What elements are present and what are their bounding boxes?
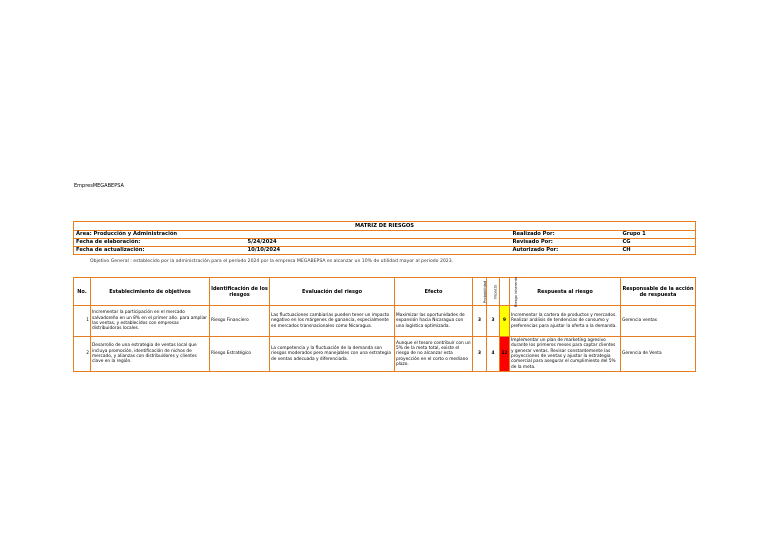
- row-evaluacion: Las fluctuaciones cambiarias pueden tener un impacto negativo en los márgenes de ganancia, especialmente en mercados transnacionales como Nicaragua.: [270, 306, 395, 337]
- row-identificacion: Riesgo Estratégico: [210, 337, 270, 372]
- col-objetivos: Establecimiento de objetivos: [91, 278, 210, 306]
- col-impacto: Impacto: [487, 278, 500, 306]
- table-row: [74, 306, 696, 337]
- autorizado-value: CH: [622, 247, 631, 253]
- row-probabilidad: 3: [473, 337, 487, 372]
- fecha-elab-value: 5/24/2024: [246, 239, 326, 247]
- area-label: Área: Producción y Administración: [74, 231, 511, 239]
- general-objective: Objetivo General : establecido por la administración para el período 2024 por la empresa MEGABEPSA es alcanzar un 10% de utilidad mayor al periodo 2023.: [90, 259, 454, 264]
- row-riesgo: 9: [500, 306, 510, 337]
- row-impacto: 4: [487, 337, 500, 372]
- col-identificacion: Identificación de los riesgos: [210, 278, 270, 306]
- row-respuesta: Implementar un plan de marketing agresivo durante los primeros meses para captar clientes y generar ventas. Revisar constantemente las proyecciones de ventas y ajustar la estrategia comercial para asegurar el cumplimiento del 5% de la meta.: [510, 337, 621, 372]
- realizado-label: Realizado Por:: [511, 231, 621, 239]
- row-probabilidad: 3: [473, 306, 487, 337]
- revisado-value: CG: [621, 239, 696, 247]
- row-objetivo: Desarrollo de una estrategia de ventas local que incluya promoción, identificación de nichos de mercado, y alianzas con distribuidores y clientes clave en la región.: [91, 337, 210, 372]
- table-header-row: [74, 278, 696, 306]
- row-no: 1: [74, 306, 91, 337]
- risk-matrix-table: [73, 277, 696, 372]
- row-impacto: 3: [487, 306, 500, 337]
- fecha-elab-label: Fecha de elaboración:: [74, 239, 246, 247]
- row-responsable: Gerencia de Venta: [621, 337, 696, 372]
- row-objetivo: Incrementar la participación en el mercado salvadoreño en un 8% en el primer año. para ampliar las ventas, y establecidos con empresas distribuidoras locales.: [91, 306, 210, 337]
- row-no: 2: [74, 337, 91, 372]
- row-respuesta: Incrementar la cartera de productos y mercados. Realizar análisis de tendencias de consumo y preferencias para ajustar la oferta a la demanda.: [510, 306, 621, 337]
- col-riesgo: Riesgo inherente: [500, 278, 510, 306]
- row-identificacion: Riesgo Financiero: [210, 306, 270, 337]
- table-row: [74, 337, 696, 372]
- fecha-act-value: 10/10/2024: [247, 247, 281, 253]
- row-efecto: Maximizar las oportunidades de expansión hacia Nicaragua con una logística optimizada.: [395, 306, 473, 337]
- row-efecto: Aunque el tesoro contribuir con un 5% de la meta total, existe el riesgo de no alcanzar esta proyección en el corto o mediano plazo.: [395, 337, 473, 372]
- col-no: No.: [74, 278, 91, 306]
- row-responsable: Gerencia ventas: [621, 306, 696, 337]
- realizado-value: Grupo 1: [621, 231, 696, 239]
- col-responsable: Responsable de la acción de respuesta: [621, 278, 696, 306]
- col-evaluacion: Evaluación del riesgo: [270, 278, 395, 306]
- col-probabilidad: Probabilidad: [473, 278, 487, 306]
- revisado-label: Revisado Por:: [511, 239, 621, 247]
- row-riesgo: 12: [500, 337, 510, 372]
- matrix-header: [73, 221, 696, 255]
- row-evaluacion: La competencia y la fluctuación de la demanda son riesgos moderados pero manejables con una estrategia de ventas adecuada y diferenciada.: [270, 337, 395, 372]
- fecha-act-label: Fecha de actualización:: [76, 247, 145, 253]
- matrix-title: MATRIZ DE RIESGOS: [74, 222, 696, 231]
- col-respuesta: Respuesta al riesgo: [510, 278, 621, 306]
- col-efecto: Efecto: [395, 278, 473, 306]
- autorizado-label: Autorizado Por:: [512, 247, 559, 253]
- company-name: EmpresMEGABEPSA: [74, 183, 124, 189]
